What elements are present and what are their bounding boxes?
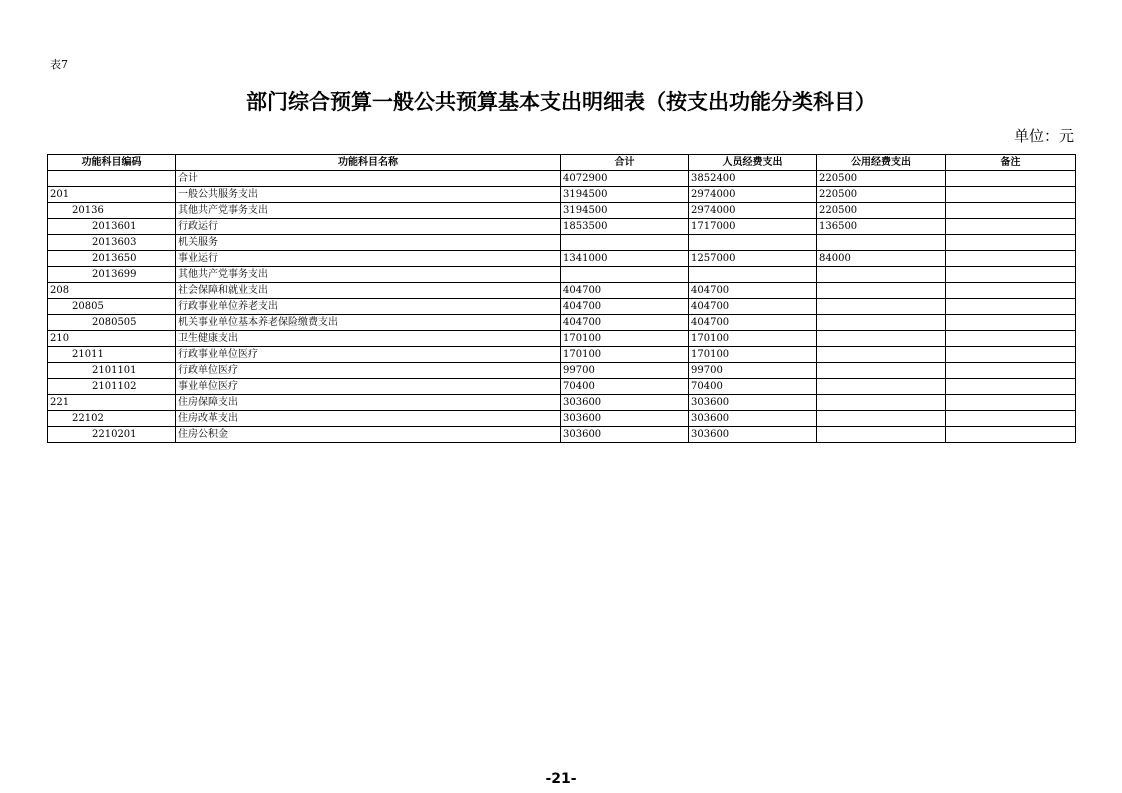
row-note-cell — [946, 267, 1076, 283]
row-note-cell — [946, 347, 1076, 363]
row-public-cell: 220500 — [817, 187, 946, 203]
row-name-cell: 住房公积金 — [176, 427, 561, 443]
row-name-cell: 行政运行 — [176, 219, 561, 235]
row-personnel-cell: 404700 — [689, 315, 817, 331]
table-row — [48, 363, 1076, 379]
table-row — [48, 427, 1076, 443]
row-public-cell: 136500 — [817, 219, 946, 235]
row-personnel-cell: 303600 — [689, 395, 817, 411]
row-public-cell — [817, 235, 946, 251]
row-code-cell: 2013603 — [48, 235, 176, 251]
row-total-cell: 170100 — [561, 331, 689, 347]
row-name-cell: 社会保障和就业支出 — [176, 283, 561, 299]
table-row — [48, 187, 1076, 203]
row-personnel-cell — [689, 235, 817, 251]
row-code-cell: 2101101 — [48, 363, 176, 379]
row-personnel-cell: 1717000 — [689, 219, 817, 235]
row-total-cell: 404700 — [561, 315, 689, 331]
row-total-cell — [561, 235, 689, 251]
row-total-cell: 4072900 — [561, 171, 689, 187]
row-name-cell: 机关事业单位基本养老保险缴费支出 — [176, 315, 561, 331]
row-public-cell — [817, 395, 946, 411]
row-total-cell: 3194500 — [561, 187, 689, 203]
row-note-cell — [946, 251, 1076, 267]
row-note-cell — [946, 299, 1076, 315]
row-total-cell — [561, 267, 689, 283]
row-name-cell: 行政单位医疗 — [176, 363, 561, 379]
row-personnel-cell — [689, 267, 817, 283]
row-code-cell: 2013699 — [48, 267, 176, 283]
row-name-cell: 行政事业单位医疗 — [176, 347, 561, 363]
row-note-cell — [946, 363, 1076, 379]
row-name-cell: 住房改革支出 — [176, 411, 561, 427]
row-public-cell — [817, 363, 946, 379]
table-body — [48, 171, 1076, 443]
row-public-cell — [817, 411, 946, 427]
row-note-cell — [946, 411, 1076, 427]
header-note: 备注 — [946, 155, 1076, 171]
row-name-cell: 其他共产党事务支出 — [176, 267, 561, 283]
row-personnel-cell: 3852400 — [689, 171, 817, 187]
row-total-cell: 404700 — [561, 299, 689, 315]
row-code-cell: 2013601 — [48, 219, 176, 235]
table-row — [48, 315, 1076, 331]
row-public-cell — [817, 379, 946, 395]
row-name-cell: 事业单位医疗 — [176, 379, 561, 395]
table-row — [48, 283, 1076, 299]
header-total: 合计 — [561, 155, 689, 171]
row-code-cell: 208 — [48, 283, 176, 299]
row-personnel-cell: 1257000 — [689, 251, 817, 267]
row-code-cell: 201 — [48, 187, 176, 203]
row-personnel-cell: 2974000 — [689, 203, 817, 219]
table-row — [48, 203, 1076, 219]
table-row — [48, 171, 1076, 187]
row-public-cell — [817, 427, 946, 443]
row-public-cell — [817, 267, 946, 283]
row-public-cell — [817, 283, 946, 299]
table-row — [48, 347, 1076, 363]
table-row — [48, 219, 1076, 235]
row-personnel-cell: 404700 — [689, 283, 817, 299]
row-personnel-cell: 99700 — [689, 363, 817, 379]
table-row — [48, 251, 1076, 267]
row-code-cell: 2210201 — [48, 427, 176, 443]
header-personnel: 人员经费支出 — [689, 155, 817, 171]
row-personnel-cell: 303600 — [689, 427, 817, 443]
row-personnel-cell: 170100 — [689, 347, 817, 363]
row-note-cell — [946, 283, 1076, 299]
row-note-cell — [946, 203, 1076, 219]
row-name-cell: 合计 — [176, 171, 561, 187]
row-note-cell — [946, 235, 1076, 251]
row-note-cell — [946, 427, 1076, 443]
row-total-cell: 3194500 — [561, 203, 689, 219]
table-row — [48, 299, 1076, 315]
table-row — [48, 331, 1076, 347]
header-public: 公用经费支出 — [817, 155, 946, 171]
row-personnel-cell: 70400 — [689, 379, 817, 395]
row-note-cell — [946, 395, 1076, 411]
row-code-cell — [48, 171, 176, 187]
row-personnel-cell: 170100 — [689, 331, 817, 347]
row-public-cell: 84000 — [817, 251, 946, 267]
row-total-cell: 70400 — [561, 379, 689, 395]
unit-label: 单位：元 — [1013, 127, 1074, 145]
row-public-cell — [817, 331, 946, 347]
row-name-cell: 行政事业单位养老支出 — [176, 299, 561, 315]
row-code-cell: 2013650 — [48, 251, 176, 267]
table-row — [48, 395, 1076, 411]
row-name-cell: 事业运行 — [176, 251, 561, 267]
row-total-cell: 170100 — [561, 347, 689, 363]
table-row — [48, 411, 1076, 427]
row-personnel-cell: 404700 — [689, 299, 817, 315]
row-code-cell: 210 — [48, 331, 176, 347]
row-code-cell: 2080505 — [48, 315, 176, 331]
row-public-cell: 220500 — [817, 171, 946, 187]
row-total-cell: 1341000 — [561, 251, 689, 267]
row-name-cell: 一般公共服务支出 — [176, 187, 561, 203]
row-name-cell: 住房保障支出 — [176, 395, 561, 411]
page-number: -21- — [545, 771, 577, 787]
row-total-cell: 404700 — [561, 283, 689, 299]
table-row — [48, 379, 1076, 395]
row-name-cell: 机关服务 — [176, 235, 561, 251]
row-code-cell: 20805 — [48, 299, 176, 315]
row-public-cell — [817, 299, 946, 315]
row-note-cell — [946, 187, 1076, 203]
row-total-cell: 99700 — [561, 363, 689, 379]
page-title: 部门综合预算一般公共预算基本支出明细表（按支出功能分类科目） — [246, 90, 876, 114]
row-note-cell — [946, 331, 1076, 347]
row-personnel-cell: 2974000 — [689, 187, 817, 203]
row-code-cell: 21011 — [48, 347, 176, 363]
row-total-cell: 303600 — [561, 395, 689, 411]
table-label: 表7 — [50, 58, 68, 71]
row-total-cell: 303600 — [561, 411, 689, 427]
row-code-cell: 20136 — [48, 203, 176, 219]
row-public-cell — [817, 347, 946, 363]
header-code: 功能科目编码 — [48, 155, 176, 171]
row-note-cell — [946, 219, 1076, 235]
row-code-cell: 22102 — [48, 411, 176, 427]
table-header-row — [48, 155, 1076, 171]
row-name-cell: 其他共产党事务支出 — [176, 203, 561, 219]
row-note-cell — [946, 379, 1076, 395]
row-code-cell: 221 — [48, 395, 176, 411]
header-name: 功能科目名称 — [176, 155, 561, 171]
row-name-cell: 卫生健康支出 — [176, 331, 561, 347]
row-code-cell: 2101102 — [48, 379, 176, 395]
row-total-cell: 1853500 — [561, 219, 689, 235]
table-row — [48, 267, 1076, 283]
table-row — [48, 235, 1076, 251]
row-note-cell — [946, 315, 1076, 331]
row-public-cell — [817, 315, 946, 331]
row-public-cell: 220500 — [817, 203, 946, 219]
row-total-cell: 303600 — [561, 427, 689, 443]
row-personnel-cell: 303600 — [689, 411, 817, 427]
budget-table — [47, 154, 1076, 443]
row-note-cell — [946, 171, 1076, 187]
